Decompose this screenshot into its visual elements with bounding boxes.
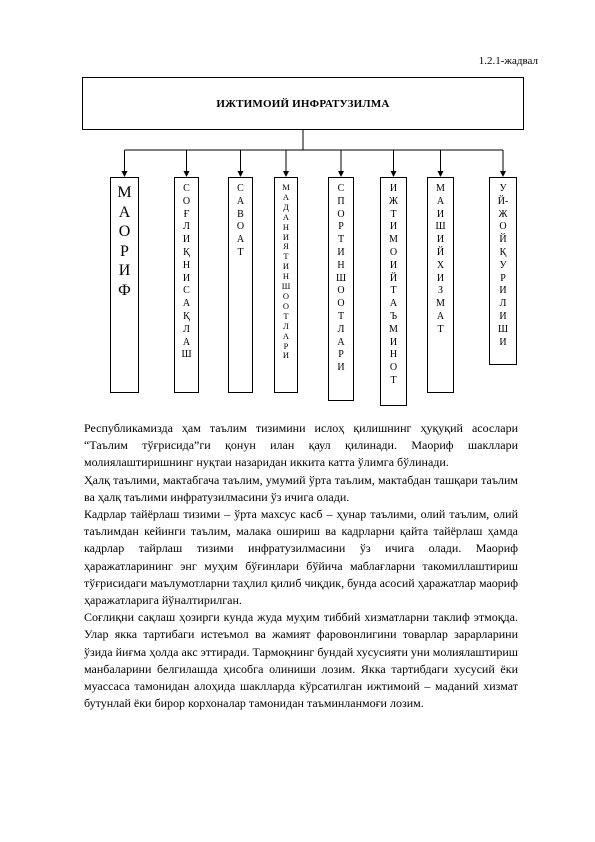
category-box (228, 177, 253, 393)
category-label: САВОАТ (236, 183, 245, 258)
paragraph: Ҳалқ таълими, мактабгача таълим, умумий ўрта таълим, мактабдан ташқари таълим ва ҳалқ таълими инфратузилмасини ўз ичига олади. (84, 472, 518, 504)
category-label: МАОРИФ (117, 184, 132, 299)
category-label: МАИШИЙ ХИЗМАТ (435, 183, 446, 335)
diagram-title: ИЖТИМОИЙ ИНФРАТУЗИЛМА (216, 97, 390, 110)
category-box (328, 177, 354, 401)
body-text (84, 420, 518, 712)
category-label: ИЖТИМОИЙ ТАЪМИНОТ (389, 183, 398, 386)
category-box (380, 177, 407, 406)
category-box (274, 177, 298, 393)
paragraph: Республикамизда ҳам таълим тизимини ислоҳ қилишнинг ҳуқуқий асослари “Таълим тўғрисида”ги қонун илан қаул қилинади. Маориф шакллари молиялаштиришнинг нуқтаи назаридан иккита катта ўлимга бўлинади. (84, 421, 518, 470)
paragraph: Соғлиқни сақлаш ҳозирги кунда жуда муҳим тиббий хизматларни таклиф этмоқда. Улар якка тартибаги истеъмол ва жамият фаровонлигини товарлар зарарларини ўзида йиғма ҳолда акс эттиради. Тармоқнинг бундай хусусияти уни молиялаштириш манбаларини белгилашда ҳисобга олиниши лозим. Якка тартибдаги хусусий ёки муассаса тамонидан алоҳида шаклларда кўрсатилган ижтимоий – маданий хизмат бутунлай ёки бирор корхоналар тамонидан таъминланмоғи лозим. (84, 610, 519, 711)
category-box (489, 177, 517, 365)
paragraph: Кадрлар тайёрлаш тизими – ўрта махсус касб – ҳунар таълими, олий таълим, олий таълимдан кейинги таълим, малака ошириш ва кадрларни қайта тайёрлаш ҳамда кадрлар тайрлаш тизими инфратузилмасини ўз ичига олади. Маориф ҳаражатларининг энг муҳим бўғинлари бўйича маблағларни такомиллаштириш тўғрисидаги маълумотларни таҳлил қилиб чиқдик, бунда асосий ҳаражатлар маориф ҳаражатларига йўналтирилган. (84, 507, 518, 608)
table-reference: 1.2.1-жадвал (478, 55, 538, 67)
category-box (110, 177, 139, 393)
category-label: УЙ-ЖОЙ ҚУРИЛИШИ (497, 183, 509, 348)
category-box (427, 177, 454, 393)
category-label: МАДАНИЯТ ИНШООТЛАРИ (281, 182, 291, 361)
category-box (174, 177, 199, 393)
category-label: СПОРТ ИНШООТЛАРИ (335, 183, 347, 374)
category-label: СОҒЛИҚНИ САҚЛАШ (181, 183, 192, 361)
